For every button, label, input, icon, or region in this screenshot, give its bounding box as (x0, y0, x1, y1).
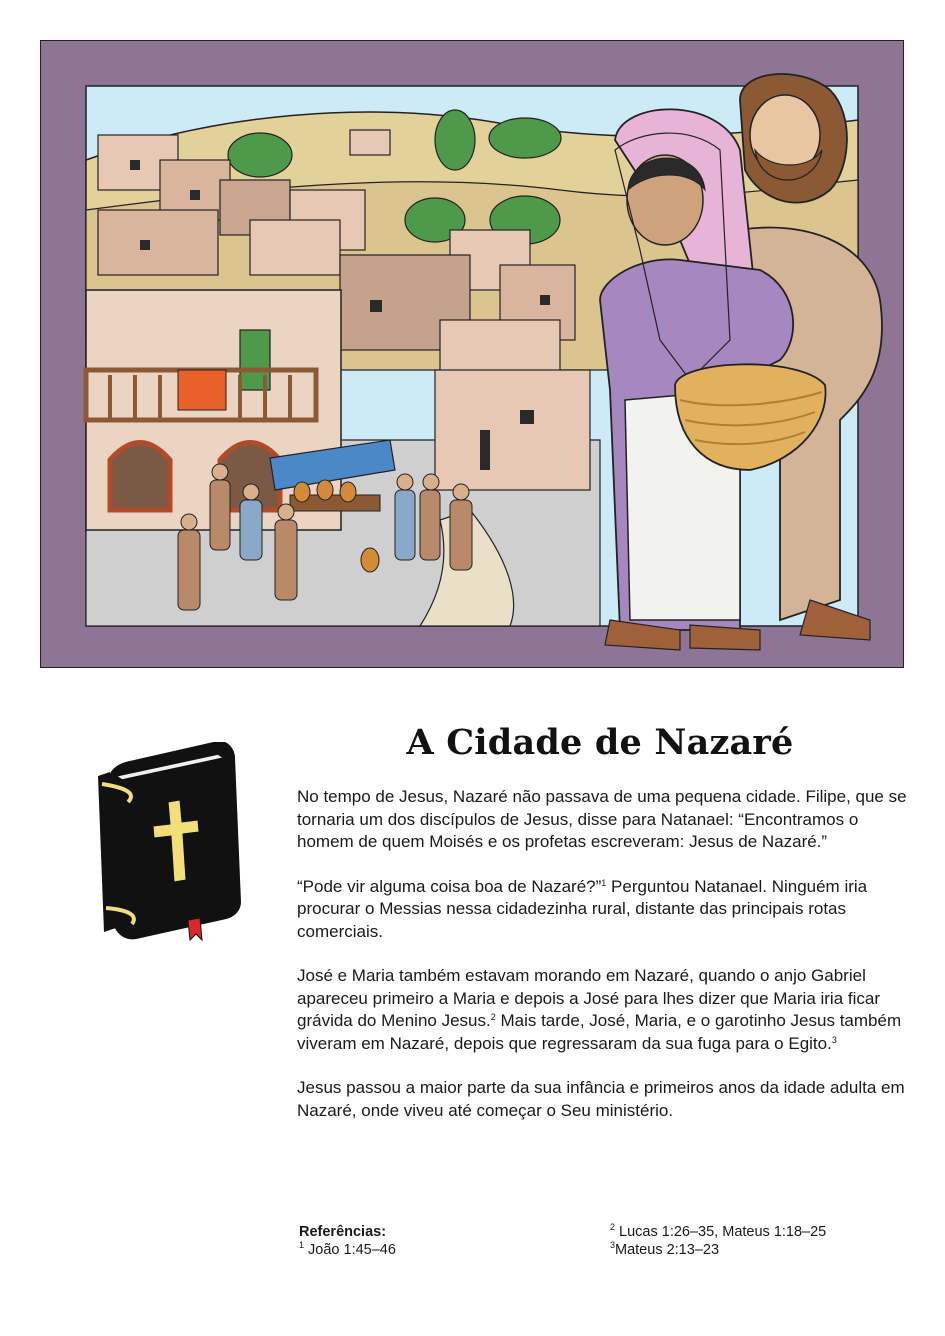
paragraph: No tempo de Jesus, Nazaré não passava de uma pequena cidade. Filipe, que se tornaria um dos discípulos de Jesus, disse para Natanael: “Encontramos o homem de quem Moisés e os profetas escreveram: Jesus de Nazaré.” (297, 787, 907, 851)
paragraph: “Pode vir alguma coisa boa de Nazaré?”$^1$ Perguntou Natanael. Ninguém iria procurar o Messias nessa cidadezinha rural, distante das principais rotas comerciais. (297, 876, 868, 941)
footnote-marker: 1 (601, 877, 607, 888)
footnote-marker: 3 (831, 1034, 837, 1045)
paragraph: José e Maria também estavam morando em Nazaré, quando o anjo Gabriel apareceu primeiro a Maria e depois a José para lhes dizer que Maria iria ficar grávida do Menino Jesus.$^2$ Mais tarde, José, Maria, e o garotinho Jesus também viveram em Nazaré, depois que regressaram da sua fuga para o Egito.$^3$ (297, 966, 902, 1053)
body-text (297, 786, 917, 1144)
bible-book-icon (88, 742, 248, 942)
references-heading: Referências: (299, 1224, 387, 1240)
reference-item: $^2$ Lucas 1:26–35, Mateus 1:18–25 (610, 1222, 827, 1240)
reference-item: $^1$ João 1:45–46 (299, 1240, 396, 1258)
page-title: A Cidade de Nazaré (406, 722, 794, 763)
reference-item: $^3$Mateus 2:13–23 (610, 1240, 720, 1258)
footnote-marker: 2 (490, 1012, 496, 1022)
paragraph: Jesus passou a maior parte da sua infância e primeiros anos da idade adulta em Nazaré, onde viveu até começar o Seu ministério. (297, 1078, 905, 1120)
nazareth-town-illustration (40, 40, 904, 668)
